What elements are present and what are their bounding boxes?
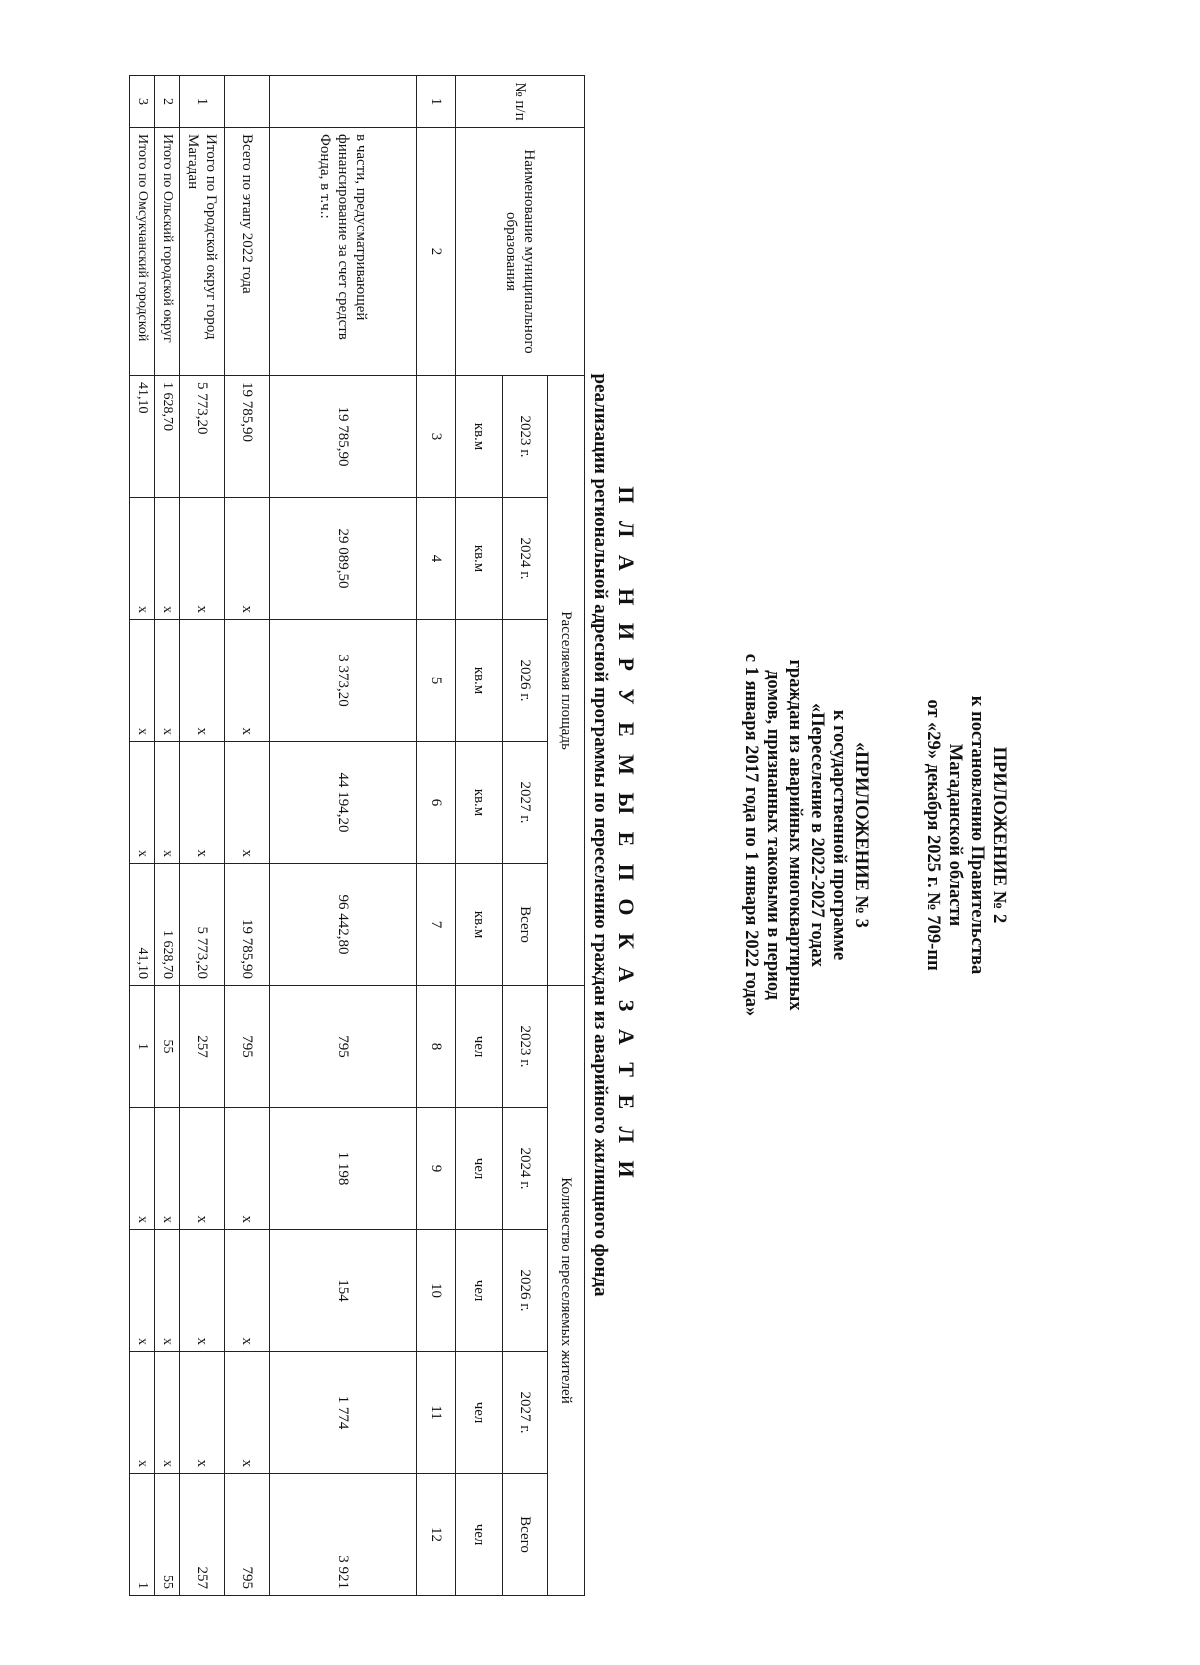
table-row [130,76,155,1596]
people-value: х [155,1108,180,1230]
column-index: 7 [417,864,456,986]
people-value: х [155,1352,180,1474]
people-value: 1 [130,986,155,1108]
people-value: 154 [270,1230,417,1352]
people-value: х [130,1108,155,1230]
header-people-group: Количество переселяемых жителей [548,986,585,1596]
row-name: Всего по этапу 2022 года [225,128,270,376]
header-year: 2027 г. [503,742,548,864]
people-value: 257 [180,986,225,1108]
area-value: х [225,498,270,620]
header-unit: кв.м [456,742,503,864]
program-appendix-line: граждан из аварийных многоквартирных [785,659,805,1011]
area-total: 5 773,20 [180,864,225,986]
area-value: х [180,498,225,620]
area-total: 41,10 [130,864,155,986]
header-area-group: Расселяемая площадь [548,376,585,986]
area-total: 96 442,80 [270,864,417,986]
rotated-page [30,35,1180,1635]
header-unit: кв.м [456,376,503,498]
area-value: х [130,742,155,864]
header-year: 2026 г. [503,620,548,742]
program-appendix-line: с 1 января 2017 года по 1 января 2022 года» [741,653,761,1017]
indicators-table [129,75,585,1596]
people-total: 795 [225,1474,270,1596]
column-index: 9 [417,1108,456,1230]
area-total: 1 628,70 [155,864,180,986]
row-number: 1 [180,76,225,128]
header-unit: чел [456,986,503,1108]
column-index: 12 [417,1474,456,1596]
appendix-header [922,35,1010,1635]
table-row [225,76,270,1596]
people-value: х [180,1352,225,1474]
table-header-groups [548,76,585,1596]
header-unit: кв.м [456,620,503,742]
table-column-index-row [417,76,456,1596]
program-appendix-line: к государственной программе [829,709,849,961]
header-year: 2023 г. [503,376,548,498]
appendix-title: ПРИЛОЖЕНИЕ № 2 [989,746,1009,924]
column-index: 2 [417,128,456,376]
header-number: № п/п [456,76,585,128]
people-value: 1 198 [270,1108,417,1230]
area-total: 19 785,90 [225,864,270,986]
people-value: 1 774 [270,1352,417,1474]
people-total: 1 [130,1474,155,1596]
people-total: 55 [155,1474,180,1596]
column-index: 5 [417,620,456,742]
header-unit: чел [456,1474,503,1596]
area-value: х [180,742,225,864]
area-value: х [225,620,270,742]
program-appendix-line: домов, признанных таковыми в период [763,670,783,1000]
area-value: 3 373,20 [270,620,417,742]
people-value: 55 [155,986,180,1108]
header-year: 2026 г. [503,1230,548,1352]
appendix-line: к постановлению Правительства [967,695,987,975]
area-value: 5 773,20 [180,376,225,498]
column-index: 10 [417,1230,456,1352]
area-value: х [155,498,180,620]
people-value: х [180,1108,225,1230]
row-number [270,76,417,128]
area-value: х [155,620,180,742]
people-value: х [155,1230,180,1352]
header-unit: кв.м [456,498,503,620]
header-unit: кв.м [456,864,503,986]
title-main: П Л А Н И Р У Е М Ы Е П О К А З А Т Е Л И [614,486,639,1184]
people-value: х [130,1230,155,1352]
column-index: 3 [417,376,456,498]
header-year: 2024 г. [503,1108,548,1230]
area-value: 19 785,90 [225,376,270,498]
people-value: х [225,1230,270,1352]
people-value: х [180,1230,225,1352]
people-value: х [130,1352,155,1474]
column-index: 4 [417,498,456,620]
area-value: х [130,620,155,742]
program-appendix-title: «ПРИЛОЖЕНИЕ № 3 [851,742,871,928]
program-appendix-line: «Переселение в 2022-2027 годах [807,703,827,967]
area-value: х [130,498,155,620]
header-total: Всего [503,1474,548,1596]
column-index: 8 [417,986,456,1108]
people-total: 3 921 [270,1474,417,1596]
area-value: 19 785,90 [270,376,417,498]
row-name: Итого по Омсукчанский городской [130,128,155,376]
table-row [270,76,417,1596]
title-subtitle: реализации региональной адресной программы по переселению граждан из аварийного жилищного фонда [590,373,611,1297]
area-value: х [225,742,270,864]
document-title [588,35,640,1635]
row-number: 2 [155,76,180,128]
header-unit: чел [456,1230,503,1352]
program-appendix-header [740,35,872,1635]
column-index: 6 [417,742,456,864]
header-municipality: Наименование муниципального образования [456,128,585,376]
header-year: 2027 г. [503,1352,548,1474]
header-unit: чел [456,1108,503,1230]
header-year: 2024 г. [503,498,548,620]
area-value: 44 194,20 [270,742,417,864]
appendix-line: от «29» декабря 2025 г. № 709-пп [923,699,943,971]
area-value: 1 628,70 [155,376,180,498]
people-value: 795 [225,986,270,1108]
row-name: Итого по Городской округ город Магадан [180,128,225,376]
header-year: 2023 г. [503,986,548,1108]
area-value: 41,10 [130,376,155,498]
row-name: Итого по Ольский городской округ [155,128,180,376]
row-name: в части, предусматривающей финансирование за счет средств Фонда, в т.ч.: [270,128,417,376]
people-value: х [225,1108,270,1230]
people-total: 257 [180,1474,225,1596]
row-number [225,76,270,128]
header-total: Всего [503,864,548,986]
column-index: 11 [417,1352,456,1474]
appendix-line: Магаданской области [945,743,965,927]
table-row [180,76,225,1596]
column-index: 1 [417,76,456,128]
people-value: х [225,1352,270,1474]
area-value: х [180,620,225,742]
table-row [155,76,180,1596]
header-unit: чел [456,1352,503,1474]
row-number: 3 [130,76,155,128]
area-value: х [155,742,180,864]
area-value: 29 089,50 [270,498,417,620]
people-value: 795 [270,986,417,1108]
